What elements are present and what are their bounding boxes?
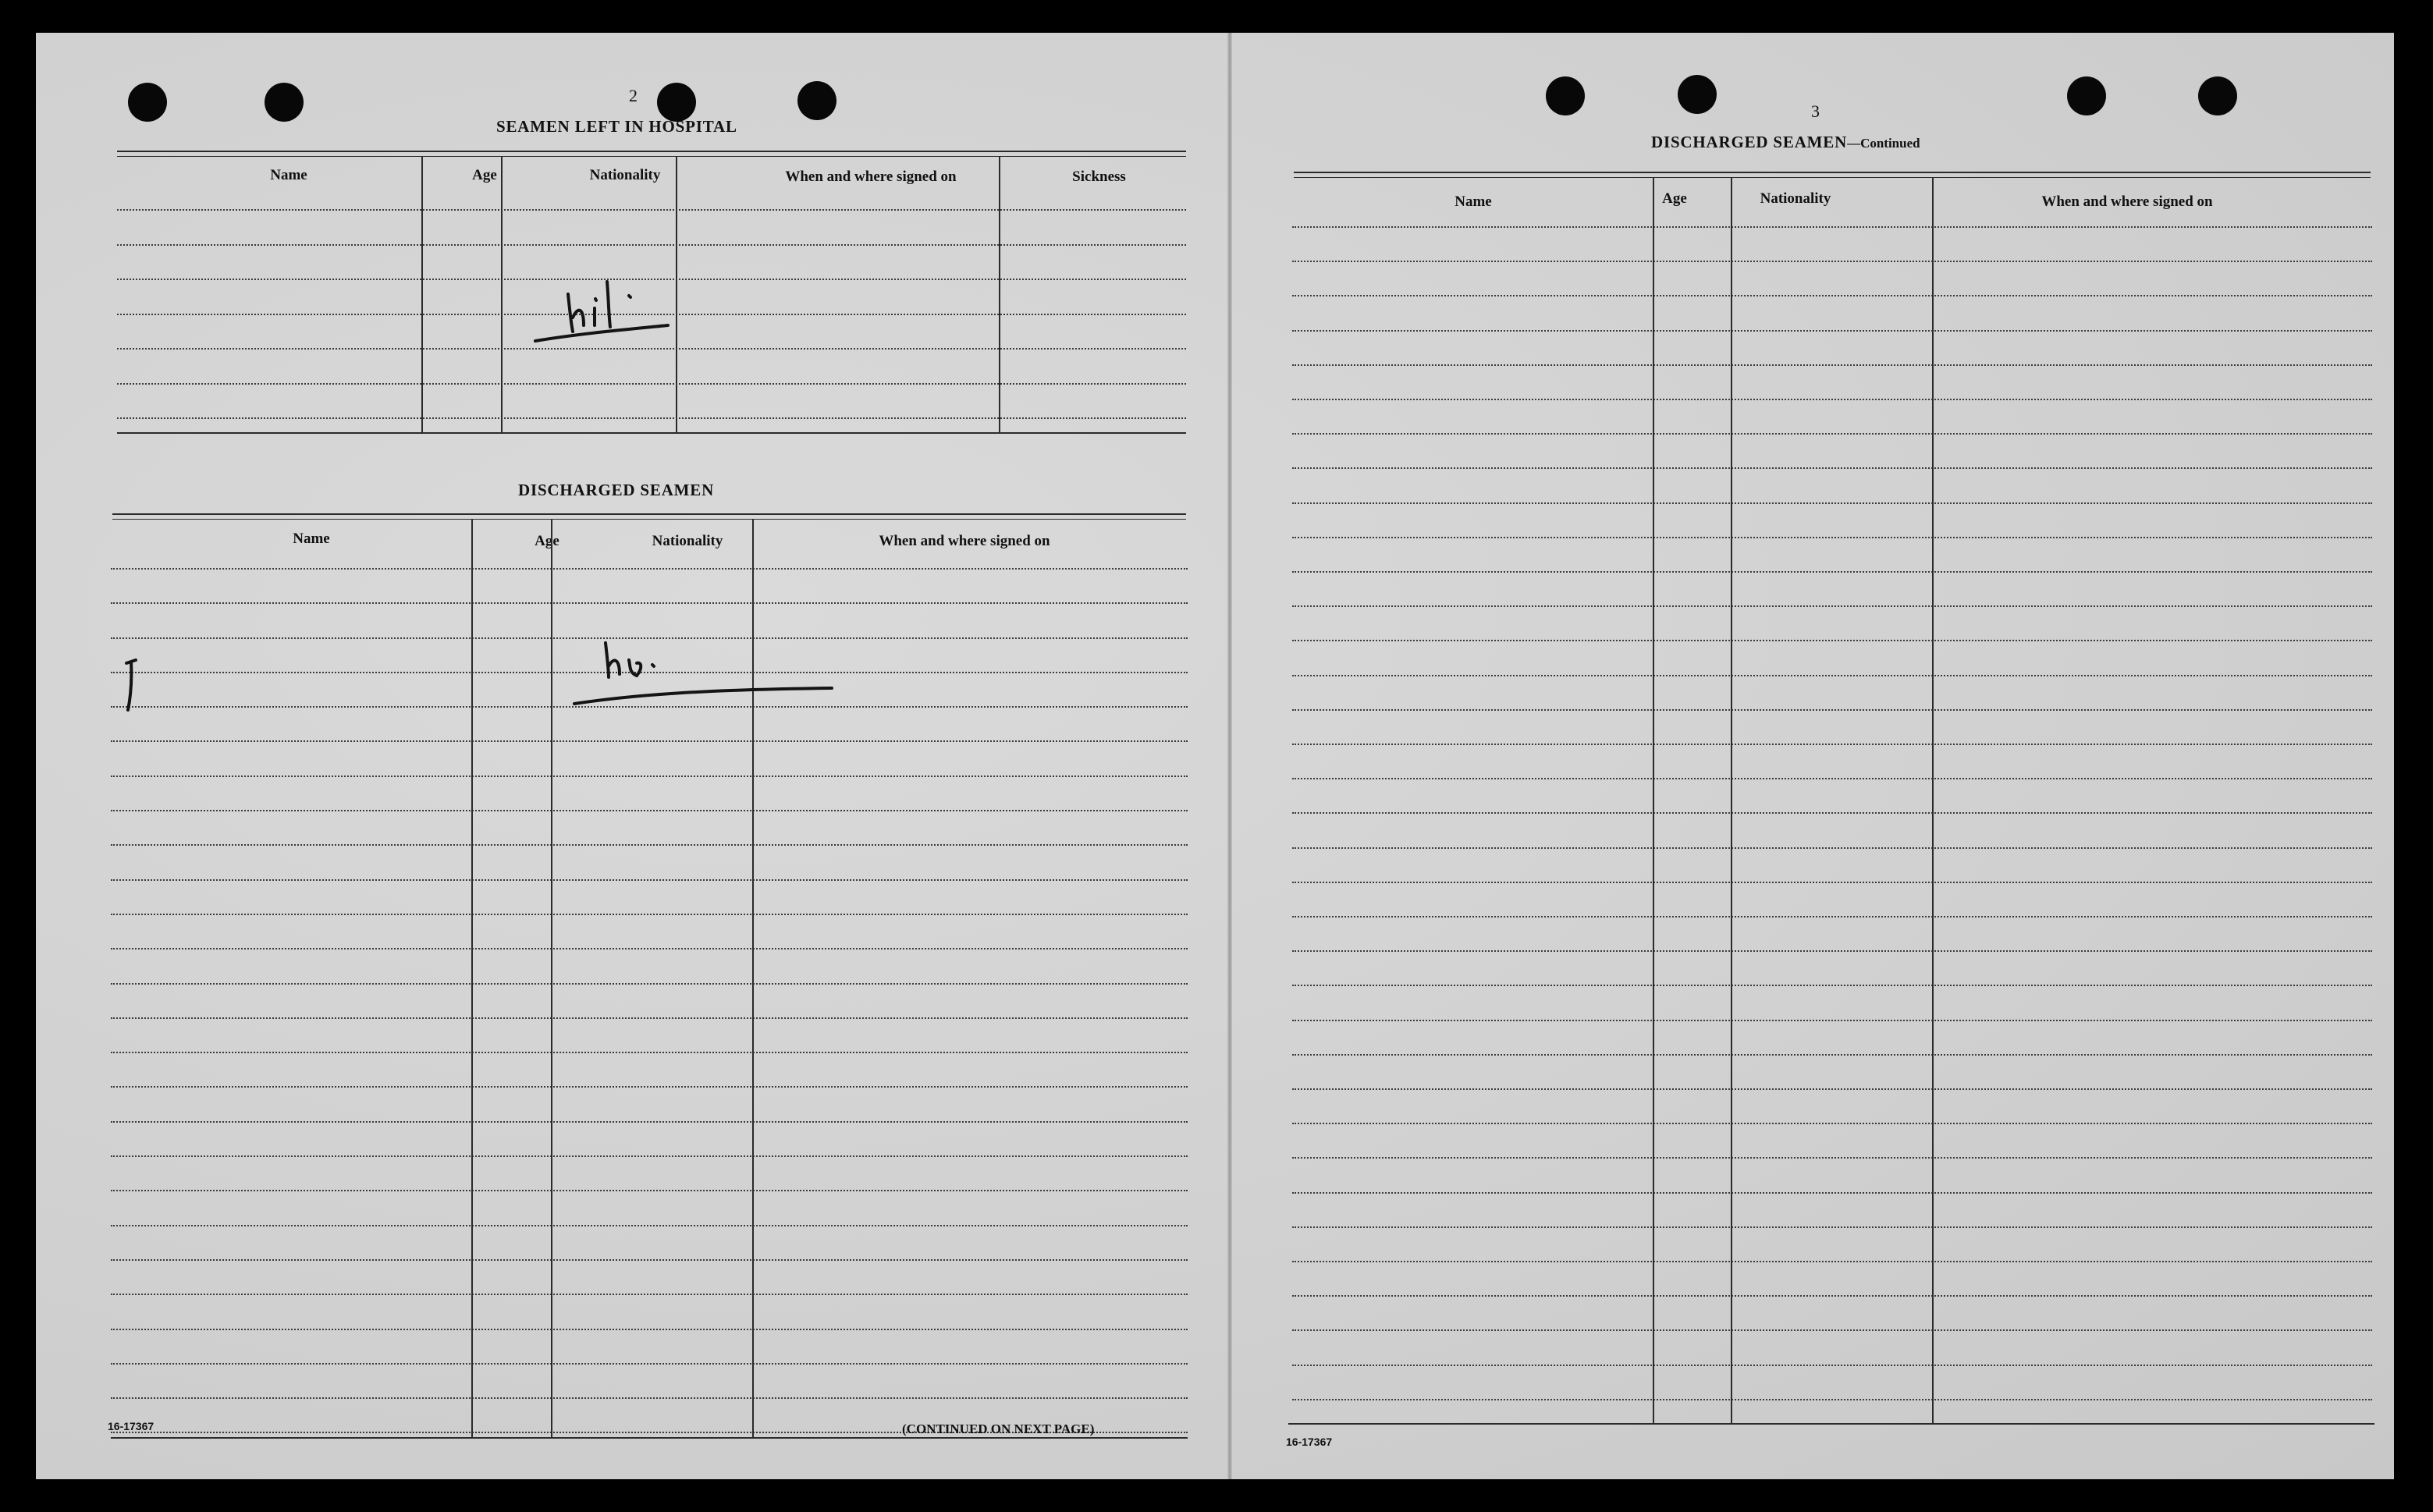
- table-row-line: [1292, 847, 2372, 849]
- table-row-line: [111, 1294, 1188, 1295]
- form-number: 16-17367: [108, 1420, 155, 1432]
- table-row-line: [111, 983, 1188, 985]
- table-row-line: [1292, 433, 2372, 435]
- table-row-line: [111, 844, 1188, 846]
- page-fold: [1227, 33, 1232, 1479]
- table-row-line: [117, 209, 1186, 211]
- table-row-line: [1292, 1365, 2372, 1366]
- section-title-hospital: SEAMEN LEFT IN HOSPITAL: [496, 117, 737, 136]
- table-row-line: [117, 383, 1186, 385]
- column-divider: [1731, 177, 1732, 1423]
- punch-hole: [1546, 76, 1585, 115]
- table-row-line: [1292, 950, 2372, 952]
- table-row-line: [111, 1329, 1188, 1330]
- rule: [112, 513, 1186, 515]
- document-sheet: [36, 33, 2394, 1479]
- punch-hole: [1678, 75, 1717, 114]
- table-row-line: [1292, 709, 2372, 711]
- table-row-line: [1292, 364, 2372, 366]
- column-divider: [999, 156, 1000, 432]
- column-header-nationality: Nationality: [652, 533, 723, 549]
- table-row-line: [1292, 1261, 2372, 1262]
- table-row-line: [111, 1225, 1188, 1226]
- table-row-line: [1292, 640, 2372, 641]
- table-row-line: [1292, 571, 2372, 573]
- column-header-signed-on: When and where signed on: [2041, 193, 2213, 210]
- table-row-line: [111, 879, 1188, 881]
- continued-note: (CONTINUED ON NEXT PAGE): [902, 1421, 1095, 1436]
- table-row-line: [111, 776, 1188, 777]
- section-title-main: DISCHARGED SEAMEN: [1651, 133, 1848, 151]
- table-row-line: [1292, 1054, 2372, 1056]
- section-title-suffix: —Continued: [1847, 136, 1920, 151]
- column-header-age: Age: [472, 167, 497, 183]
- column-header-age: Age: [1662, 190, 1687, 207]
- punch-hole: [128, 83, 167, 122]
- table-row-line: [111, 1259, 1188, 1261]
- table-row-line: [1292, 1020, 2372, 1021]
- table-row-line: [1292, 1226, 2372, 1228]
- table-row-line: [1292, 467, 2372, 469]
- section-title-discharged-continued: [1651, 133, 1920, 152]
- table-row-line: [1292, 261, 2372, 262]
- handwritten-nil: [574, 618, 808, 712]
- table-row-line: [1292, 778, 2372, 779]
- table-row-line: [117, 417, 1186, 419]
- column-divider: [1932, 177, 1934, 1423]
- table-row-line: [111, 948, 1188, 949]
- table-row-line: [1292, 1295, 2372, 1297]
- table-row-line: [111, 810, 1188, 811]
- section-title-discharged: DISCHARGED SEAMEN: [518, 481, 715, 499]
- table-row-line: [111, 1397, 1188, 1399]
- table-row-line: [1292, 226, 2372, 228]
- column-header-nationality: Nationality: [589, 167, 661, 183]
- table-row-line: [111, 568, 1188, 570]
- column-divider: [551, 519, 552, 1437]
- rule: [1294, 172, 2371, 173]
- table-row-line: [111, 914, 1188, 915]
- punch-hole: [657, 83, 696, 122]
- column-header-age: Age: [535, 533, 559, 549]
- page-number: 3: [1811, 101, 1820, 121]
- table-row-line: [1292, 502, 2372, 504]
- table-row-line: [1292, 1157, 2372, 1159]
- punch-hole: [2067, 76, 2106, 115]
- punch-hole: [265, 83, 304, 122]
- form-number: 16-17367: [1286, 1436, 1333, 1448]
- rule: [1294, 177, 2371, 178]
- column-header-sickness: Sickness: [1072, 169, 1126, 185]
- punch-hole: [2198, 76, 2237, 115]
- table-row-line: [1292, 330, 2372, 332]
- handwritten-mark: [119, 641, 150, 735]
- table-row-line: [1292, 605, 2372, 607]
- column-header-name: Name: [293, 531, 330, 547]
- column-header-nationality: Nationality: [1760, 190, 1831, 207]
- rule: [111, 1437, 1188, 1439]
- rule: [117, 156, 1186, 157]
- rule: [117, 151, 1186, 152]
- table-row-line: [1292, 916, 2372, 917]
- table-row-line: [111, 1121, 1188, 1123]
- table-row-line: [1292, 882, 2372, 883]
- table-row-line: [1292, 1192, 2372, 1194]
- table-row-line: [1292, 744, 2372, 745]
- table-row-line: [111, 1190, 1188, 1191]
- table-row-line: [111, 1155, 1188, 1157]
- table-row-line: [1292, 295, 2372, 296]
- table-row-line: [111, 1017, 1188, 1019]
- handwritten-nil: [535, 263, 738, 357]
- table-row-line: [1292, 812, 2372, 814]
- table-row-line: [1292, 1123, 2372, 1124]
- column-header-name: Name: [270, 167, 307, 183]
- table-row-line: [111, 1086, 1188, 1088]
- table-row-line: [1292, 1399, 2372, 1400]
- rule: [112, 519, 1186, 520]
- rule: [1288, 1423, 2374, 1425]
- column-header-signed-on: When and where signed on: [879, 533, 1050, 549]
- column-divider: [421, 156, 423, 432]
- page-number: 2: [629, 86, 638, 105]
- table-row-line: [111, 602, 1188, 604]
- column-header-signed-on: When and where signed on: [785, 169, 957, 185]
- rule: [117, 432, 1186, 434]
- punch-hole: [797, 81, 836, 120]
- column-divider: [501, 156, 503, 432]
- table-row-line: [117, 244, 1186, 246]
- table-row-line: [111, 1363, 1188, 1365]
- table-row-line: [1292, 985, 2372, 986]
- handwritten-nil-text: Nil.: [606, 680, 607, 681]
- table-row-line: [111, 1052, 1188, 1053]
- table-row-line: [1292, 399, 2372, 400]
- table-row-line: [1292, 537, 2372, 538]
- table-row-line: [1292, 1329, 2372, 1331]
- column-divider: [1653, 177, 1654, 1423]
- column-header-name: Name: [1454, 193, 1492, 210]
- table-row-line: [1292, 675, 2372, 676]
- column-divider: [471, 519, 473, 1437]
- table-row-line: [1292, 1088, 2372, 1090]
- table-row-line: [111, 740, 1188, 742]
